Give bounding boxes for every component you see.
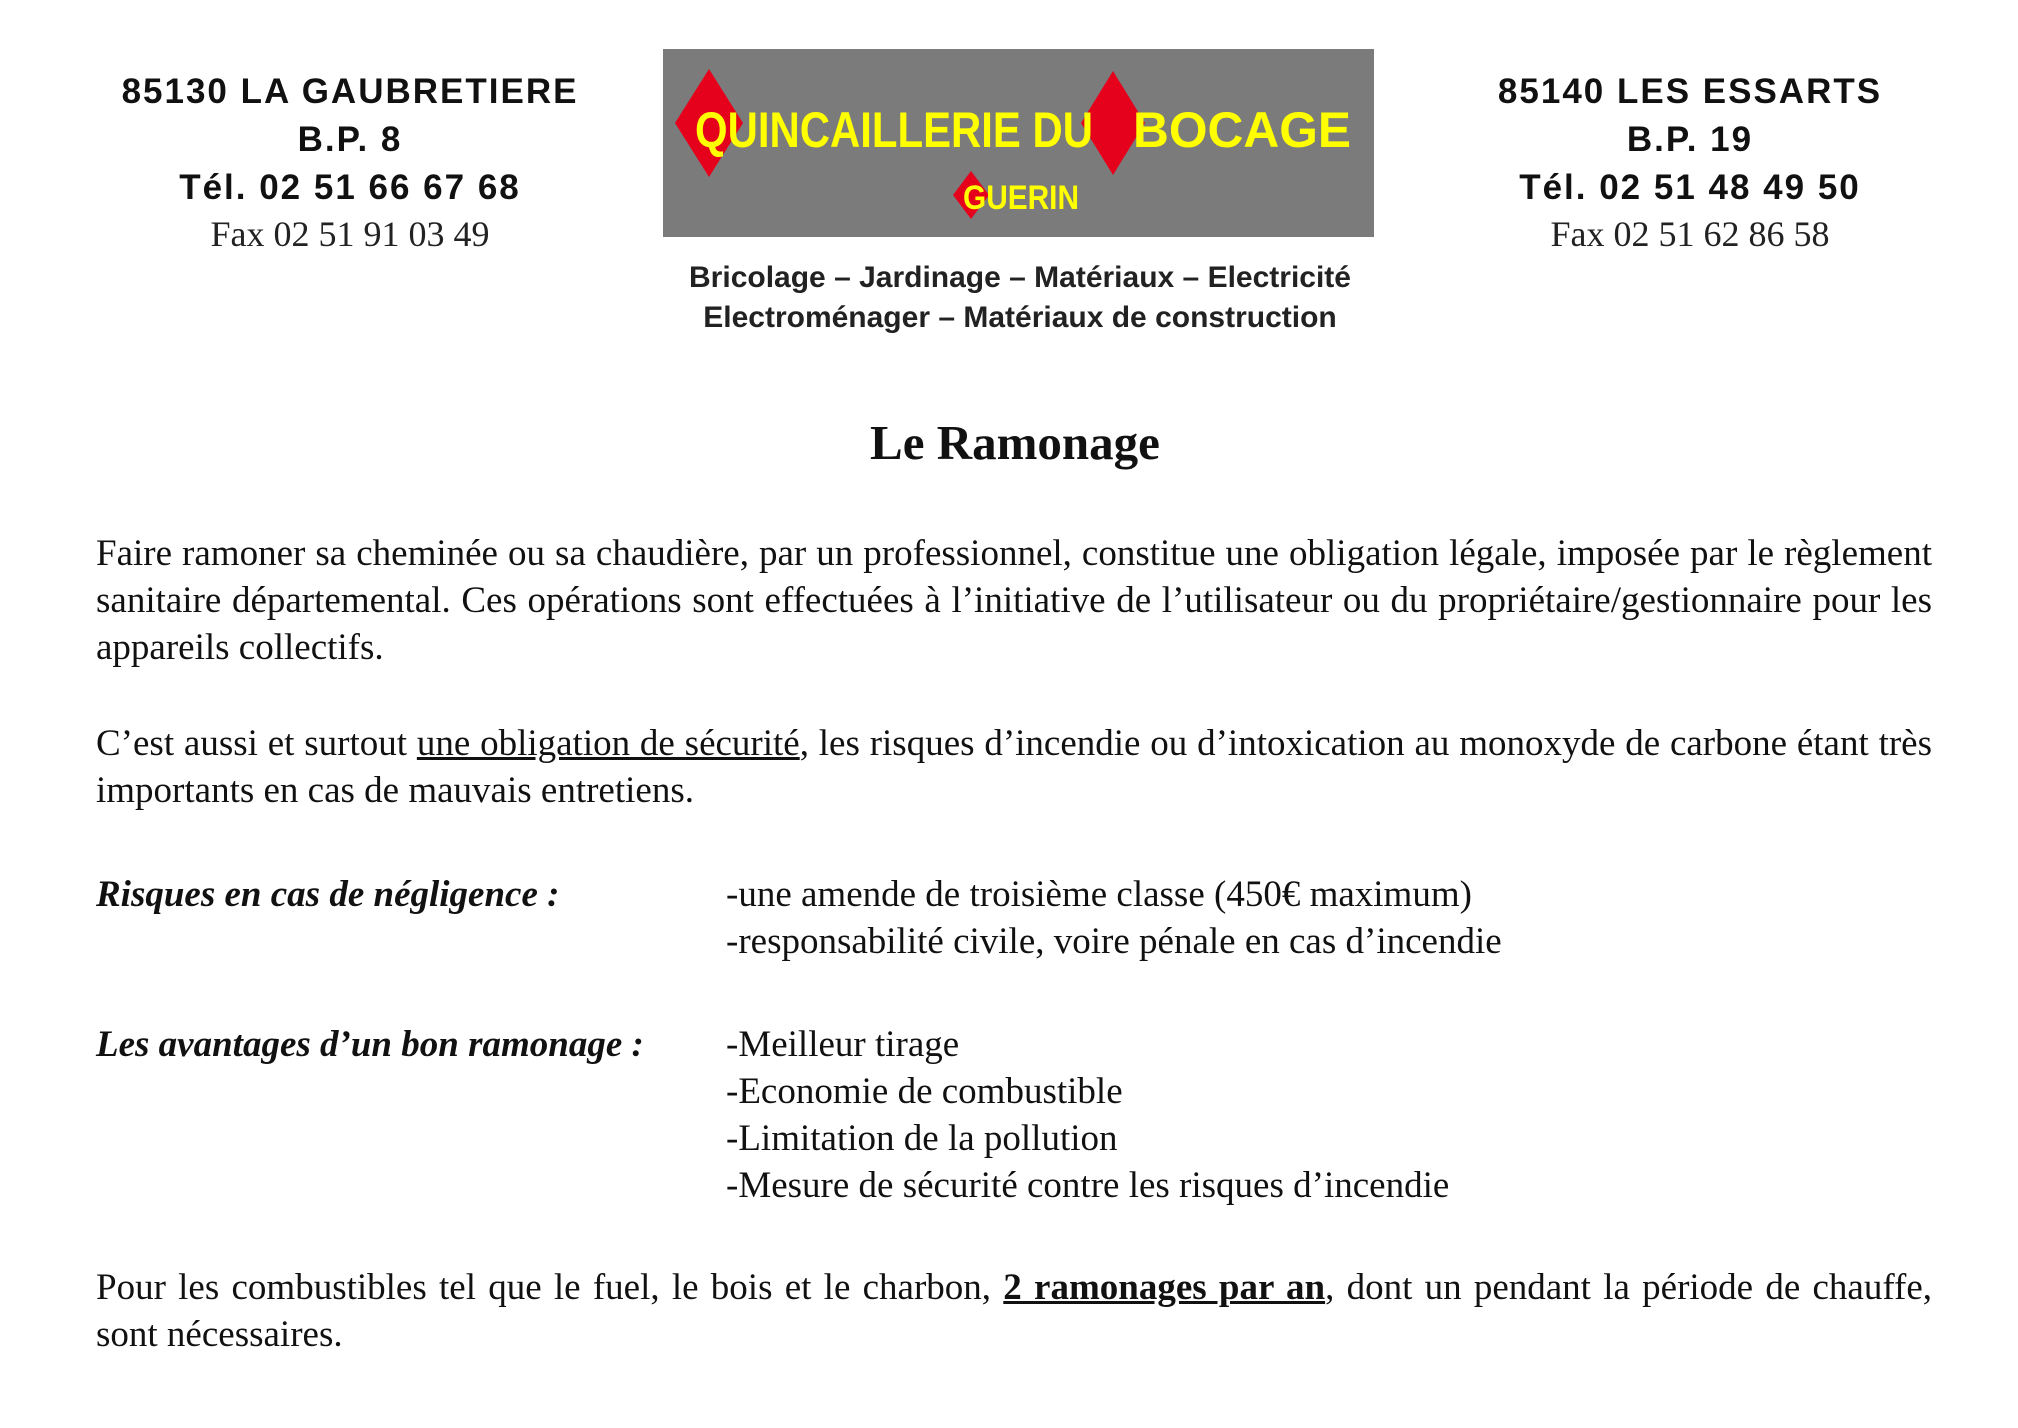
telephone: Tél. 02 51 48 49 50 xyxy=(1519,168,1861,207)
logo-text-guerin: GUERIN xyxy=(963,179,1079,217)
list-item: -Mesure de sécurité contre les risques d’incendie xyxy=(726,1165,1450,1206)
bold-underlined-emphasis: 2 ramonages par an xyxy=(1003,1267,1326,1308)
paragraph-legal-obligation: Faire ramoner sa cheminée ou sa chaudière, par un professionnel, constitue une obligation légale, imposée par le règlement sanitaire départemental. Ces opérations sont effectuées à l’initiative de l’utilisateur ou du propriétaire/gestionnaire pour les appareils collectifs. xyxy=(96,533,1932,668)
address-block-la-gaubretiere xyxy=(90,68,610,256)
address-block-les-essarts xyxy=(1430,68,1950,256)
paragraph-text: C’est aussi et surtout xyxy=(96,723,417,764)
list-item: -responsabilité civile, voire pénale en cas d’incendie xyxy=(726,921,1502,962)
paragraph-text: , dont un pendant la période de chauffe, sont nécessaires. xyxy=(96,1267,1933,1355)
paragraph-safety-obligation xyxy=(96,720,1932,814)
logo-text-bocage: BOCAGE xyxy=(1133,102,1351,158)
services-line-2: Electroménager – Matériaux de construction xyxy=(703,301,1337,334)
fax: Fax 02 51 91 03 49 xyxy=(210,214,490,254)
list-item: -Limitation de la pollution xyxy=(726,1118,1118,1159)
company-logo xyxy=(663,49,1374,237)
po-box: B.P. 19 xyxy=(1626,120,1754,159)
telephone: Tél. 02 51 66 67 68 xyxy=(179,168,521,207)
page-title: Le Ramonage xyxy=(870,415,1160,470)
list-item: -Meilleur tirage xyxy=(726,1024,960,1065)
postal-address: 85130 LA GAUBRETIERE xyxy=(121,72,579,111)
services-line-1: Bricolage – Jardinage – Matériaux – Electricité xyxy=(689,261,1351,294)
logo-text-quincaillerie: QUINCAILLERIE DU xyxy=(695,102,1093,158)
paragraph-text: Pour les combustibles tel que le fuel, le bois et le charbon, xyxy=(96,1267,1004,1308)
services-tagline xyxy=(600,258,1440,338)
risks-label: Risques en cas de négligence : xyxy=(96,874,560,915)
benefits-label: Les avantages d’un bon ramonage : xyxy=(96,1024,644,1065)
po-box: B.P. 8 xyxy=(297,120,403,159)
risks-list xyxy=(726,871,1502,965)
logo-graphic xyxy=(663,49,1374,237)
paragraph-frequency xyxy=(96,1264,1932,1358)
postal-address: 85140 LES ESSARTS xyxy=(1497,72,1883,111)
paragraph-text: , les risques d’incendie ou d’intoxication au monoxyde de carbone étant très importants en cas de mauvais entretiens. xyxy=(96,723,1932,811)
underlined-emphasis: une obligation de sécurité xyxy=(416,723,800,764)
list-item: -une amende de troisième classe (450€ maximum) xyxy=(726,874,1472,915)
list-item: -Economie de combustible xyxy=(726,1071,1123,1112)
benefits-list xyxy=(726,1021,1449,1209)
fax: Fax 02 51 62 86 58 xyxy=(1550,214,1830,254)
